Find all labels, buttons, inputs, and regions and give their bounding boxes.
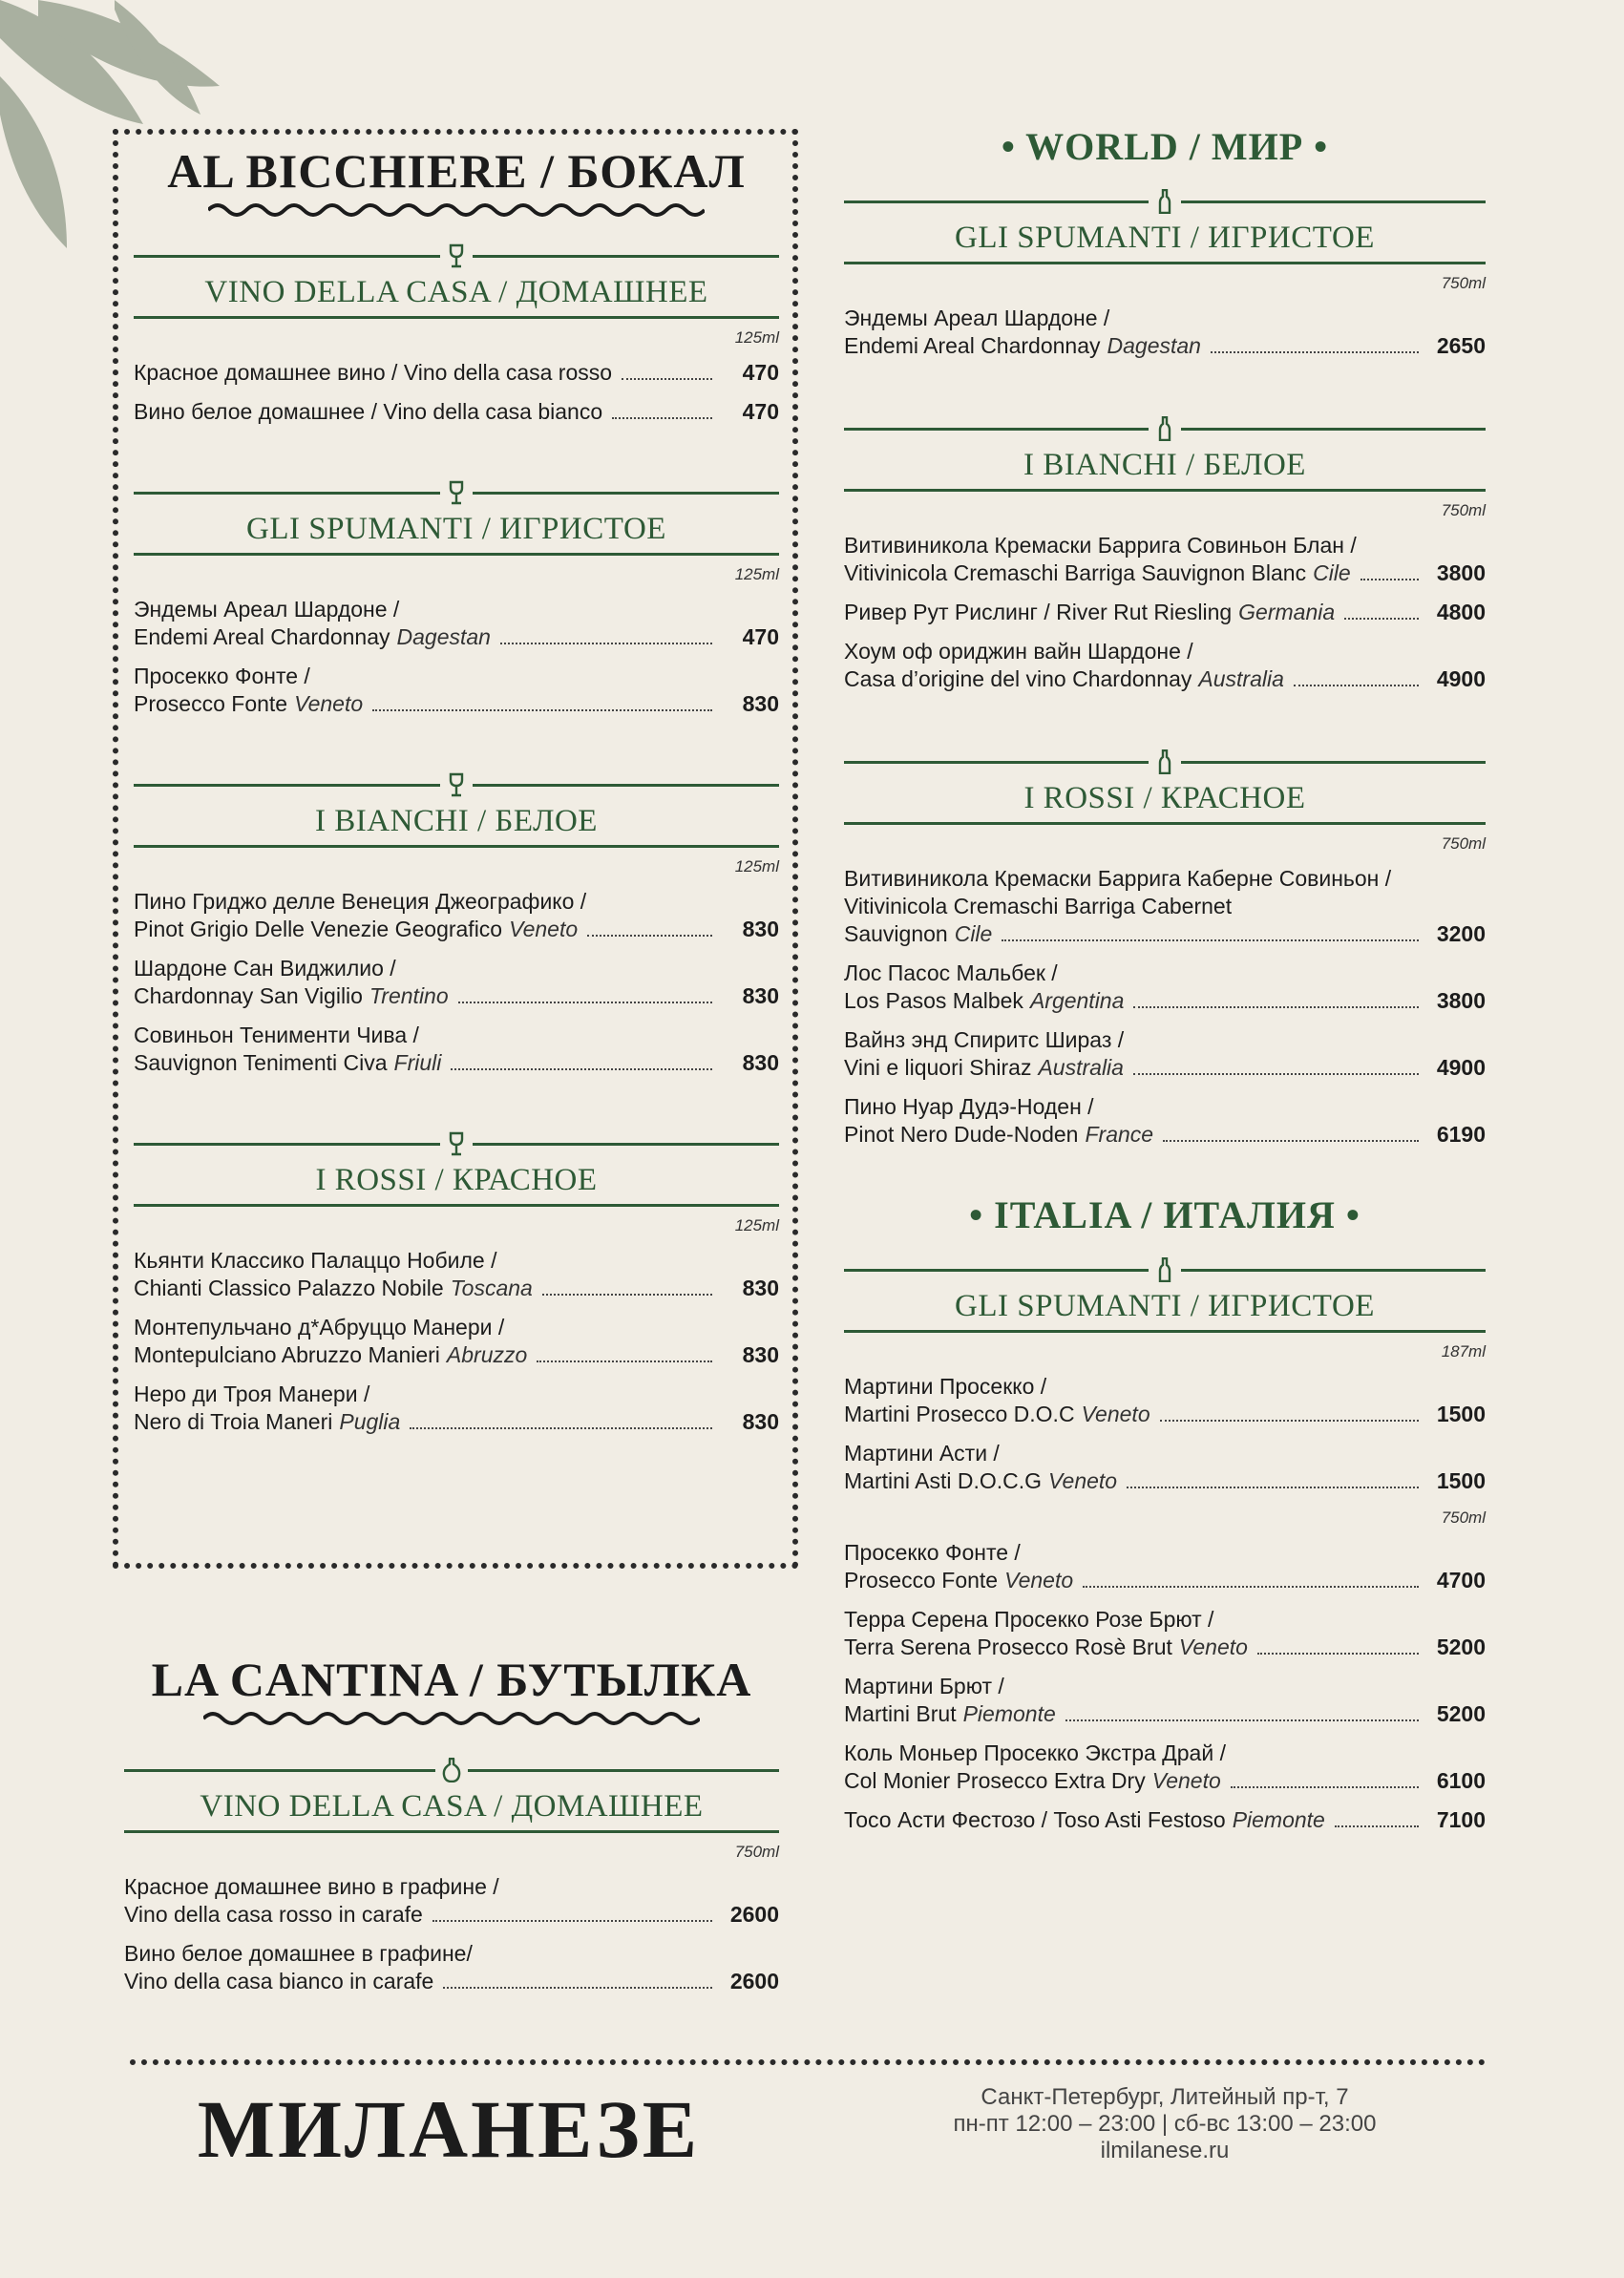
dot-leader	[432, 1920, 712, 1922]
item-price: 830	[742, 1342, 779, 1367]
section-rule	[124, 1757, 779, 1783]
dot-leader	[1083, 1586, 1419, 1588]
volume-label: 125ml	[734, 565, 779, 583]
volume-label: 750ml	[1441, 1508, 1486, 1527]
item-name: Casa d’origine del vino Chardonnay	[844, 666, 1192, 691]
rule-glyph	[440, 243, 473, 268]
menu-item	[844, 865, 1486, 948]
wave-divider	[203, 1709, 700, 1728]
menu-item	[134, 1381, 779, 1436]
volume-label: 125ml	[734, 1216, 779, 1234]
rule-line	[1181, 200, 1486, 203]
item-region: Veneto	[1151, 1768, 1221, 1793]
item-price-line	[844, 1121, 1486, 1149]
item-name: Vini e liquori Shiraz	[844, 1055, 1032, 1080]
volume-label: 750ml	[1441, 274, 1486, 292]
item-price: 3200	[1436, 921, 1486, 946]
item-price: 6190	[1436, 1122, 1486, 1147]
right-column	[844, 124, 1486, 1834]
menu-item	[134, 1247, 779, 1302]
wine-glass-icon	[446, 480, 467, 505]
item-name: Endemi Areal Chardonnay	[134, 624, 390, 649]
item-region: Veneto	[509, 917, 579, 941]
menu-item	[844, 1093, 1486, 1149]
item-price: 470	[742, 624, 779, 649]
item-name-ru: Хоум оф ориджин вайн Шардоне /	[844, 639, 1193, 664]
item-price: 4800	[1436, 600, 1486, 624]
item-name-ru: Мартини Брют /	[844, 1674, 1004, 1698]
item-name-ru: Коль Моньер Просекко Экстра Драй /	[844, 1740, 1226, 1765]
item-name-ru: Мартини Асти /	[844, 1441, 1000, 1466]
wine-bottle-icon	[1154, 1257, 1175, 1282]
item-name: Col Monier Prosecco Extra Dry	[844, 1768, 1146, 1793]
item-name: Prosecco Fonte	[844, 1568, 999, 1592]
rule-glyph	[1149, 749, 1181, 774]
item-region: Cile	[954, 921, 993, 946]
volume-label: 750ml	[1441, 501, 1486, 519]
la-cantina-sections	[124, 1757, 779, 1995]
menu-section	[134, 771, 779, 1077]
item-price: 6100	[1436, 1768, 1486, 1793]
rule-line	[844, 200, 1149, 203]
item-name-ru: Пино Нуар Дудэ-Ноден /	[844, 1094, 1094, 1119]
menu-item	[844, 1373, 1486, 1428]
item-region: Cile	[1313, 560, 1351, 585]
dot-leader	[500, 643, 712, 644]
item-name: Vino della casa bianco in carafe	[124, 1969, 434, 1993]
item-region: Veneto	[1081, 1402, 1150, 1426]
item-price-line	[844, 1401, 1486, 1428]
item-name-ru: Терра Серена Просекко Розе Брют /	[844, 1607, 1214, 1632]
item-region: Germania	[1238, 600, 1336, 624]
volume-label: 187ml	[1441, 1342, 1486, 1360]
item-price: 2600	[729, 1969, 779, 1993]
dot-leader	[1160, 1420, 1419, 1422]
item-price-line	[844, 1700, 1486, 1728]
item-price: 830	[742, 1409, 779, 1434]
item-name-line: Vitivinicola Cremaschi Barriga Cabernet	[844, 894, 1233, 918]
dot-leader	[1065, 1719, 1419, 1721]
footer-hours: пн-пт 12:00 – 23:00 | сб-вс 13:00 – 23:00	[953, 2111, 1377, 2137]
item-region: Piemonte	[1232, 1807, 1325, 1832]
item-price: 830	[742, 691, 779, 716]
item-name: Nero di Troia Maneri	[134, 1409, 333, 1434]
footer-address-block	[888, 2084, 1442, 2164]
section-underline	[134, 1204, 779, 1207]
al-bicchiere-column	[134, 143, 779, 1436]
section-underline	[134, 845, 779, 848]
item-price-line	[844, 920, 1486, 948]
menu-section	[134, 479, 779, 718]
al-bicchiere-sections	[134, 243, 779, 1436]
item-price: 830	[742, 1276, 779, 1300]
menu-section	[134, 243, 779, 426]
section-underline	[844, 1330, 1486, 1333]
italia-sections	[844, 1256, 1486, 1834]
item-price: 2650	[1436, 333, 1486, 358]
item-region: Argentina	[1029, 988, 1125, 1013]
item-price: 4900	[1436, 666, 1486, 691]
rule-glyph	[440, 480, 473, 505]
section-rule	[134, 479, 779, 506]
item-price-line	[844, 1467, 1486, 1495]
item-name: Martini Prosecco D.O.C	[844, 1402, 1075, 1426]
rule-line	[1181, 761, 1486, 764]
item-region: Australia	[1198, 666, 1284, 691]
item-region: Veneto	[1004, 1568, 1074, 1592]
rule-glyph	[1149, 189, 1181, 214]
footer-site: ilmilanese.ru	[1100, 2138, 1230, 2163]
item-price-line	[844, 1767, 1486, 1795]
dot-leader	[451, 1068, 712, 1070]
item-name: Chardonnay San Vigilio	[134, 983, 363, 1008]
item-name: Красное домашнее вино / Vino della casa rosso	[134, 360, 613, 385]
menu-section	[134, 1130, 779, 1436]
carafe-icon	[441, 1758, 462, 1782]
item-name-ru: Неро ди Троя Манери /	[134, 1382, 370, 1406]
menu-item	[134, 359, 779, 387]
item-price-line	[844, 1806, 1486, 1834]
section-title: GLI SPUMANTI / ИГРИСТОЕ	[246, 512, 666, 546]
rule-line	[1181, 428, 1486, 431]
rule-glyph	[1149, 416, 1181, 441]
dot-leader	[1294, 685, 1419, 686]
wine-bottle-icon	[1154, 416, 1175, 441]
item-price: 470	[742, 360, 779, 385]
wine-glass-icon	[446, 1131, 467, 1156]
item-name-ru: Эндемы Ареал Шардоне /	[844, 306, 1110, 330]
rule-glyph	[440, 772, 473, 797]
item-name: Vino della casa rosso in carafe	[124, 1902, 423, 1927]
dot-leader	[443, 1987, 712, 1989]
world-title: • WORLD / МИР •	[1001, 125, 1329, 168]
item-price: 1500	[1436, 1402, 1486, 1426]
item-price-line	[134, 398, 779, 426]
dot-leader	[1360, 579, 1419, 580]
dot-leader	[622, 378, 712, 380]
menu-item	[844, 1539, 1486, 1594]
section-underline	[124, 1830, 779, 1833]
item-name: Chianti Classico Palazzo Nobile	[134, 1276, 444, 1300]
menu-section	[844, 415, 1486, 693]
italia-title: • ITALIA / ИТАЛИЯ •	[969, 1193, 1360, 1236]
section-title: I BIANCHI / БЕЛОЕ	[315, 804, 598, 838]
la-cantina-column	[124, 1652, 779, 1995]
section-rule	[134, 1130, 779, 1157]
brand-logo-text: МИЛАНЕЗЕ	[197, 2083, 701, 2175]
rule-line	[844, 761, 1149, 764]
item-price: 4900	[1436, 1055, 1486, 1080]
item-name-ru: Красное домашнее вино в графине /	[124, 1874, 499, 1899]
section-underline	[844, 262, 1486, 264]
item-price: 470	[742, 399, 779, 424]
item-price-line	[844, 1567, 1486, 1594]
item-name-ru: Вино белое домашнее в графине/	[124, 1941, 473, 1966]
rule-glyph	[1149, 1257, 1181, 1282]
menu-item	[844, 532, 1486, 587]
item-name: Endemi Areal Chardonnay	[844, 333, 1101, 358]
menu-item	[844, 1026, 1486, 1082]
item-name-ru: Совиньон Тенименти Чива /	[134, 1023, 419, 1047]
section-title: I ROSSI / КРАСНОЕ	[1023, 781, 1306, 815]
item-price-line	[844, 599, 1486, 626]
item-region: Veneto	[294, 691, 364, 716]
item-name-ru: Мартини Просекко /	[844, 1374, 1047, 1399]
item-price-line	[844, 1634, 1486, 1661]
item-name: Тосо Асти Фестозо / Toso Asti Festoso	[844, 1807, 1226, 1832]
item-region: Veneto	[1048, 1468, 1118, 1493]
dot-leader	[1211, 351, 1419, 353]
rule-line	[124, 1769, 435, 1772]
menu-item	[124, 1940, 779, 1995]
rule-glyph	[435, 1758, 468, 1782]
la-cantina-title: LA CANTINA / БУТЫЛКА	[151, 1653, 752, 1706]
item-price-line	[844, 559, 1486, 587]
menu-item	[844, 1673, 1486, 1728]
section-rule	[844, 188, 1486, 215]
item-price: 4700	[1436, 1568, 1486, 1592]
dot-leader	[1335, 1825, 1419, 1827]
wave-divider	[208, 200, 705, 220]
item-price: 5200	[1436, 1635, 1486, 1659]
menu-item	[844, 638, 1486, 693]
rule-line	[134, 492, 440, 495]
volume-label: 750ml	[1441, 834, 1486, 853]
menu-item	[134, 1022, 779, 1077]
item-price: 1500	[1436, 1468, 1486, 1493]
item-name-ru: Пино Гриджо делле Венеция Джеографико /	[134, 889, 587, 914]
item-price: 7100	[1436, 1807, 1486, 1832]
item-name-ru: Витивиникола Кремаски Баррига Совиньон Блан /	[844, 533, 1357, 558]
footer-divider	[130, 2059, 1486, 2065]
item-price: 830	[742, 983, 779, 1008]
menu-item	[844, 1806, 1486, 1834]
item-region: Dagestan	[1107, 333, 1201, 358]
item-region: Dagestan	[396, 624, 491, 649]
rule-line	[134, 784, 440, 787]
section-rule	[844, 415, 1486, 442]
dot-leader	[1257, 1653, 1419, 1655]
section-rule	[134, 243, 779, 269]
item-price-line	[844, 987, 1486, 1015]
item-price-line	[134, 623, 779, 651]
rule-line	[473, 784, 779, 787]
item-price-line	[844, 1054, 1486, 1082]
menu-item	[844, 1606, 1486, 1661]
item-price: 830	[742, 1050, 779, 1075]
dot-leader	[537, 1360, 712, 1362]
menu-item	[124, 1873, 779, 1929]
menu-item	[134, 1314, 779, 1369]
item-name: Sauvignon Tenimenti Civa	[134, 1050, 388, 1075]
item-name: Ривер Рут Рислинг / River Rut Riesling	[844, 600, 1233, 624]
item-price: 3800	[1436, 560, 1486, 585]
dot-leader	[458, 1002, 712, 1003]
item-name-ru: Кьянти Классико Палаццо Нобиле /	[134, 1248, 497, 1273]
item-region: Friuli	[393, 1050, 442, 1075]
section-rule	[844, 1256, 1486, 1283]
item-name: Pinot Nero Dude-Noden	[844, 1122, 1079, 1147]
rule-line	[1181, 1269, 1486, 1272]
item-region: Abruzzo	[446, 1342, 528, 1367]
rule-line	[844, 1269, 1149, 1272]
item-region: Veneto	[1178, 1635, 1248, 1659]
dot-leader	[1127, 1487, 1419, 1488]
section-rule	[134, 771, 779, 798]
dot-leader	[372, 709, 712, 711]
section-underline	[134, 316, 779, 319]
item-price-line	[124, 1901, 779, 1929]
dot-leader	[1133, 1006, 1419, 1008]
item-price-line	[134, 1275, 779, 1302]
dot-leader	[1133, 1073, 1419, 1075]
item-region: France	[1085, 1122, 1154, 1147]
item-price-line	[134, 690, 779, 718]
item-name: Terra Serena Prosecco Rosè Brut	[844, 1635, 1172, 1659]
item-region: Puglia	[339, 1409, 401, 1434]
item-price-line	[844, 665, 1486, 693]
item-price-line	[134, 1341, 779, 1369]
item-region: Piemonte	[962, 1701, 1056, 1726]
item-price-line	[124, 1968, 779, 1995]
menu-item	[134, 596, 779, 651]
item-name: Vitivinicola Cremaschi Barriga Sauvignon Blanc	[844, 560, 1307, 585]
item-price-line	[134, 359, 779, 387]
item-name: Montepulciano Abruzzo Manieri	[134, 1342, 440, 1367]
item-price-line	[134, 982, 779, 1010]
dot-leader	[1231, 1786, 1419, 1788]
rule-line	[134, 1143, 440, 1146]
item-name-ru: Просекко Фонте /	[844, 1540, 1021, 1565]
dot-leader	[1344, 618, 1419, 620]
item-name: Pinot Grigio Delle Venezie Geografico	[134, 917, 503, 941]
volume-label: 125ml	[734, 328, 779, 347]
item-region: Trentino	[369, 983, 449, 1008]
wine-bottle-icon	[1154, 749, 1175, 774]
wine-glass-icon	[446, 243, 467, 268]
dot-leader	[587, 935, 712, 937]
item-price-line	[134, 1408, 779, 1436]
menu-item	[134, 955, 779, 1010]
item-name-ru: Вайнз энд Спиритс Шираз /	[844, 1027, 1125, 1052]
item-price: 2600	[729, 1902, 779, 1927]
item-price: 830	[742, 917, 779, 941]
menu-item	[134, 663, 779, 718]
dot-leader	[1163, 1140, 1419, 1142]
footer-address: Санкт-Петербург, Литейный пр-т, 7	[981, 2084, 1349, 2110]
item-price-line	[134, 1049, 779, 1077]
item-name: Вино белое домашнее / Vino della casa bianco	[134, 399, 603, 424]
wine-glass-icon	[446, 772, 467, 797]
dot-leader	[542, 1294, 712, 1296]
menu-item	[134, 888, 779, 943]
section-rule	[844, 749, 1486, 775]
menu-item	[134, 398, 779, 426]
item-name-ru: Просекко Фонте /	[134, 664, 310, 688]
section-underline	[844, 489, 1486, 492]
item-price-line	[134, 916, 779, 943]
world-sections	[844, 188, 1486, 1149]
rule-line	[134, 255, 440, 258]
section-title: GLI SPUMANTI / ИГРИСТОЕ	[955, 1289, 1375, 1323]
section-title: I BIANCHI / БЕЛОЕ	[1023, 448, 1306, 482]
item-name-ru: Лос Пасос Мальбек /	[844, 960, 1058, 985]
item-name-ru: Эндемы Ареал Шардоне /	[134, 597, 400, 622]
item-price: 5200	[1436, 1701, 1486, 1726]
section-title: I ROSSI / КРАСНОЕ	[315, 1163, 598, 1197]
volume-label: 125ml	[734, 857, 779, 875]
al-bicchiere-title: AL BICCHIERE / БОКАЛ	[167, 144, 746, 198]
section-title: VINO DELLA CASA / ДОМАШНЕЕ	[204, 275, 708, 309]
item-name: Sauvignon	[844, 921, 948, 946]
menu-section	[844, 188, 1486, 360]
wine-bottle-icon	[1154, 189, 1175, 214]
dot-leader	[410, 1427, 712, 1429]
menu-section	[124, 1757, 779, 1995]
menu-item	[844, 305, 1486, 360]
item-name-ru: Монтепульчано д*Абруццо Манери /	[134, 1315, 505, 1339]
menu-section	[844, 1256, 1486, 1834]
section-underline	[844, 822, 1486, 825]
rule-line	[473, 255, 779, 258]
item-price: 3800	[1436, 988, 1486, 1013]
rule-line	[473, 1143, 779, 1146]
item-name-ru: Шардоне Сан Виджилио /	[134, 956, 396, 981]
item-name: Martini Brut	[844, 1701, 957, 1726]
menu-section	[844, 749, 1486, 1149]
item-name: Martini Asti D.O.C.G	[844, 1468, 1043, 1493]
rule-line	[468, 1769, 779, 1772]
menu-item	[844, 599, 1486, 626]
item-name: Los Pasos Malbek	[844, 988, 1023, 1013]
section-underline	[134, 553, 779, 556]
dot-leader	[612, 417, 712, 419]
menu-item	[844, 960, 1486, 1015]
section-title: GLI SPUMANTI / ИГРИСТОЕ	[955, 221, 1375, 255]
rule-line	[844, 428, 1149, 431]
item-region: Toscana	[450, 1276, 533, 1300]
item-name: Prosecco Fonte	[134, 691, 288, 716]
item-price-line	[844, 332, 1486, 360]
menu-item	[844, 1740, 1486, 1795]
rule-glyph	[440, 1131, 473, 1156]
item-region: Australia	[1038, 1055, 1124, 1080]
dot-leader	[1002, 939, 1419, 941]
section-title: VINO DELLA CASA / ДОМАШНЕЕ	[200, 1789, 704, 1824]
menu-item	[844, 1440, 1486, 1495]
volume-label: 750ml	[734, 1843, 779, 1861]
rule-line	[473, 492, 779, 495]
item-name-ru: Витивиникола Кремаски Баррига Каберне Совиньон /	[844, 866, 1392, 891]
